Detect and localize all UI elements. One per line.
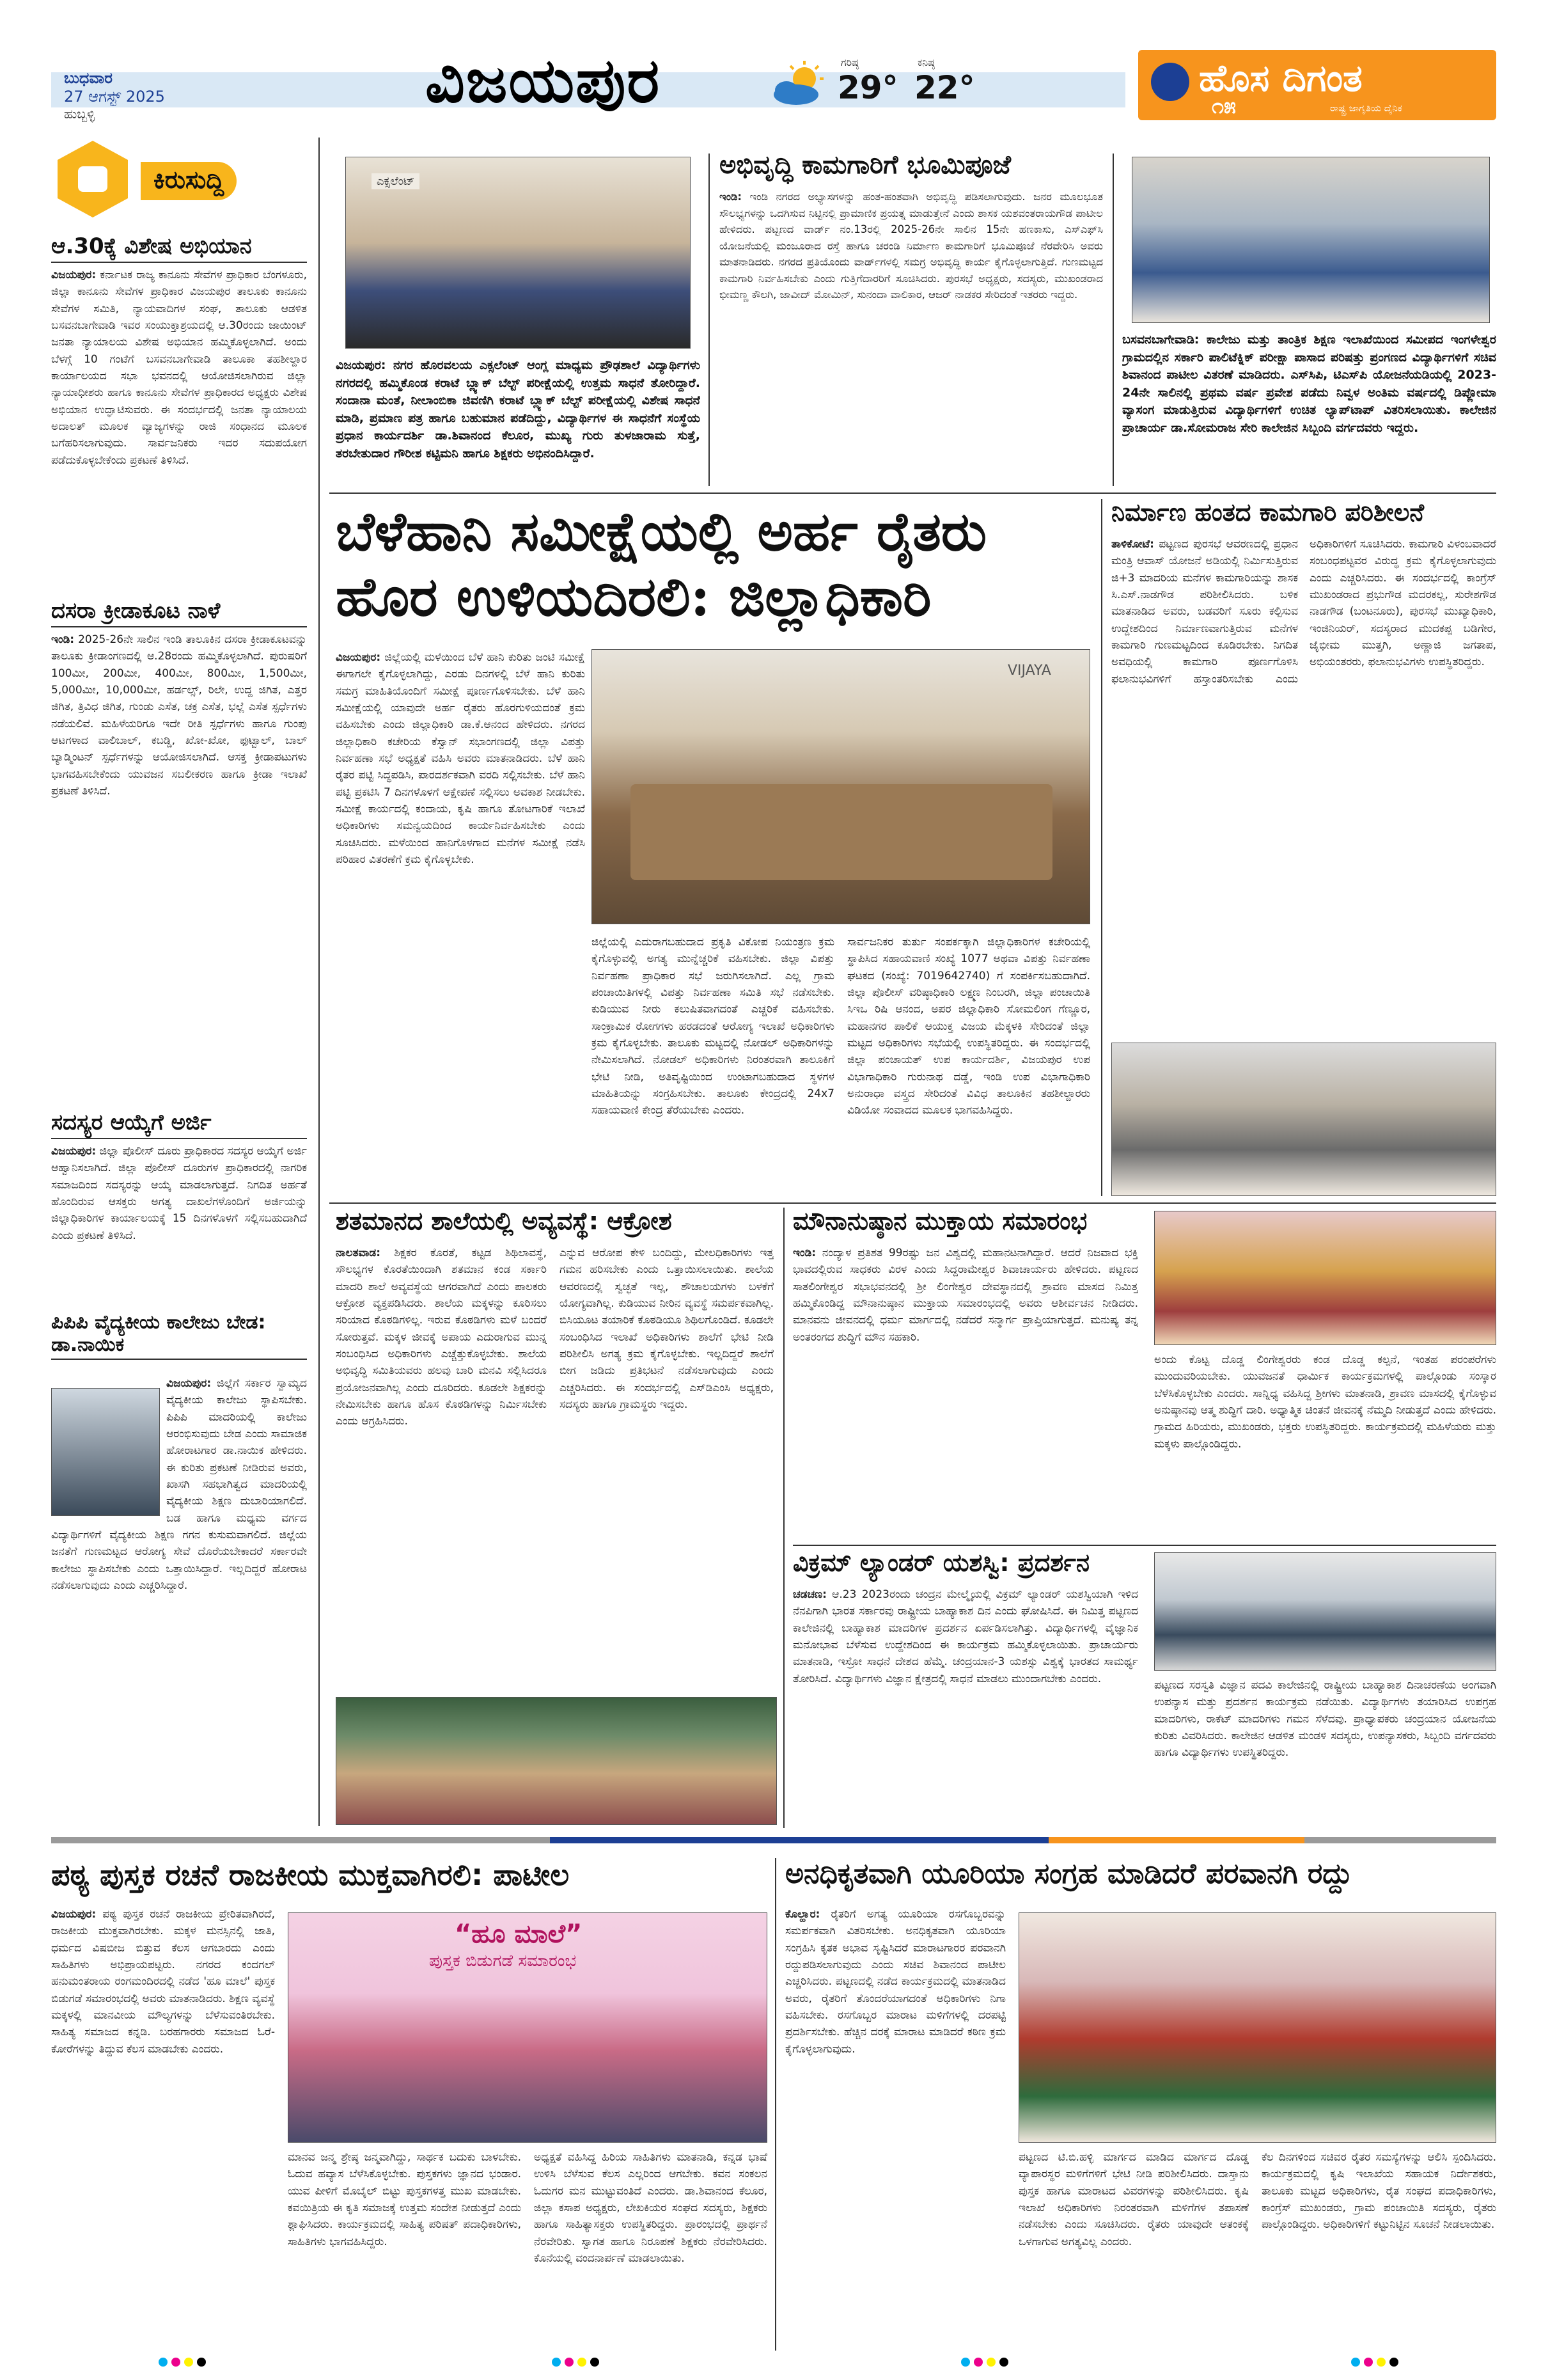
nirmana-photo	[1111, 1043, 1496, 1196]
kiru-item-3	[51, 1110, 307, 1302]
kiru-item-body	[51, 267, 307, 587]
edition-label: ಹುಬ್ಬಳ್ಳಿ	[64, 106, 95, 122]
dateline: ವಿಜಯಪುರ:	[51, 1145, 97, 1158]
book-release-photo	[288, 1912, 767, 2143]
kiru-item-title: ಸದಸ್ಯರ ಆಯ್ಕೆಗೆ ಅರ್ಜಿ	[51, 1110, 307, 1139]
paper-logo	[1138, 50, 1496, 120]
cmyk-dots	[1349, 2357, 1400, 2369]
min-temp-label: ಕನಿಷ್ಠ	[918, 56, 935, 68]
dateline: ನಾಲತವಾಡ:	[336, 1247, 381, 1259]
dateline: ಇಂಡಿ:	[719, 191, 742, 203]
laptop-caption: ಬಸವನಬಾಗೇವಾಡಿ: ಕಾಲೇಜು ಮತ್ತು ತಾಂತ್ರಿಕ ಶಿಕ್ಷಣ ಇಲಾಖೆಯಿಂದ ಸಮೀಪದ ಇಂಗಳೇಶ್ವರ ಗ್ರಾಮದಲ್ಲಿನ ಸರ್ಕಾರಿ ಪಾಲಿಟೆಕ್ನಿಕ್ ಪರೀಕ್ಷಾ ಪಾಸಾದ ಪರಿಷತ್ತು ಪ್ರಂಗಣದ ವಿದ್ಯಾರ್ಥಿಗಳಿಗೆ ಸಚಿವ ಶಿವಾನಂದ ಪಾಟೀಲ ವಿತರಣೆ ಮಾಡಿದರು. ಎಸ್‌ಸಿಪಿ, ಟಿಎಸ್‌ಪಿ ಯೋಜನೆಯಡಿಯಲ್ಲಿ 2023-24ನೇ ಸಾಲಿನಲ್ಲಿ ಪ್ರಥಮ ವರ್ಷ ಪ್ರವೇಶ ಪಡೆದು ನಿವ್ವಳ ಅಂತಿಮ ವರ್ಷದಲ್ಲಿ ಡಿಪ್ಲೋಮಾ ವ್ಯಾಸಂಗ ಮಾಡುತ್ತಿರುವ ವಿದ್ಯಾರ್ಥಿಗಳಿಗೆ ಉಚಿತ ಲ್ಯಾಪ್‌ಟಾಪ್ ವಿತರಿಸಲಾಯಿತು. ಕಾಲೇಜಿನ ಪ್ರಾಚಾರ್ಯ ಡಾ.ಸೋಮರಾಜ ಸೇರಿ ಕಾಲೇಜಿನ ಸಿಬ್ಬಂದಿ ವರ್ಗದವರು ಇದ್ದರು.	[1122, 333, 1496, 435]
masthead-date-block	[64, 69, 256, 122]
row-divider	[329, 1202, 1496, 1204]
karate-caption: ವಿಜಯಪುರ: ನಗರ ಹೊರವಲಯ ಎಕ್ಸಲೆಂಟ್ ಆಂಗ್ಲ ಮಾಧ್ಯಮ ಪ್ರೌಢಶಾಲೆ ವಿದ್ಯಾರ್ಥಿಗಳು ನಗರದಲ್ಲಿ ಹಮ್ಮಿಕೊಂಡ ಕರಾಟೆ ಬ್ಲ್ಯಾಕ್ ಬೆಲ್ಟ್ ಪರೀಕ್ಷೆಯಲ್ಲಿ ಉತ್ತಮ ಸಾಧನೆ ತೋರಿದ್ದಾರೆ. ಸಂದಾನಾ ಮಂತೆ, ನೀಲಾಂಬಿಕಾ ಜಿವಣಿಗಿ ಕರಾಟೆ ಬ್ಲ್ಯಾಕ್ ಬೆಲ್ಟ್ ಪರೀಕ್ಷೆಯಲ್ಲಿ ವಿಶೇಷ ಸಾಧನೆ ಮಾಡಿ, ಪ್ರಮಾಣ ಪತ್ರ ಹಾಗೂ ಬಹುಮಾನ ಪಡೆದಿದ್ದು, ವಿದ್ಯಾರ್ಥಿಗಳ ಈ ಸಾಧನೆಗೆ ಸಂಸ್ಥೆಯ ಪ್ರಧಾನ ಕಾರ್ಯದರ್ಶಿ ಡಾ.ಶಿವಾನಂದ ಕೆಲೂರ, ಮುಖ್ಯ ಗುರು ತುಳಜಾರಾಮ ಸುತ್ತೆ, ತರಬೇತುದಾರ ಗೌರೀಶ ಕಟ್ಟಿಮನಿ ಹಾಗೂ ಶಿಕ್ಷಕರು ಅಭಿನಂದಿಸಿದ್ದಾರೆ.	[336, 358, 700, 461]
body-text: ರೈತರಿಗೆ ಅಗತ್ಯ ಯೂರಿಯಾ ರಸಗೊಬ್ಬರವನ್ನು ಸಮರ್ಪಕವಾಗಿ ವಿತರಿಸಬೇಕು. ಅನಧಿಕೃತವಾಗಿ ಯೂರಿಯಾ ಸಂಗ್ರಹಿಸಿ ಕೃತಕ ಅಭಾವ ಸೃಷ್ಟಿಸಿದರೆ ಮಾರಾಟಗಾರರ ಪರವಾನಗಿ ರದ್ದುಪಡಿಸಲಾಗುವುದು ಎಂದು ಸಚಿವ ಶಿವಾನಂದ ಪಾಟೀಲ ಎಚ್ಚರಿಸಿದರು. ಪಟ್ಟಣದಲ್ಲಿ ನಡೆದ ಕಾರ್ಯಕ್ರಮದಲ್ಲಿ ಮಾತನಾಡಿದ ಅವರು, ರೈತರಿಗೆ ತೊಂದರೆಯಾಗದಂತೆ ಅಧಿಕಾರಿಗಳು ನಿಗಾ ವಹಿಸಬೇಕು. ರಸಗೊಬ್ಬರ ಮಾರಾಟ ಮಳಿಗೆಗಳಲ್ಲಿ ದರಪಟ್ಟಿ ಪ್ರದರ್ಶಿಸಬೇಕು. ಹೆಚ್ಚಿನ ದರಕ್ಕೆ ಮಾರಾಟ ಮಾಡಿದರೆ ಕಠಿಣ ಕ್ರಮ ಕೈಗೊಳ್ಳಲಾಗುವುದು.	[785, 1908, 1006, 2056]
lead-col-2	[591, 934, 834, 1196]
kirusuddi-header	[51, 138, 281, 224]
textbook-col-1	[51, 1906, 275, 2347]
classroom-photo	[336, 1697, 777, 1825]
dateline: ಇಂಡಿ:	[51, 633, 75, 646]
cmyk-dots	[959, 2357, 1010, 2369]
body-text: ಜಿಲ್ಲೆಗೆ ಸರ್ಕಾರ ಸ್ವಾಮ್ಯದ ವೈದ್ಯಕೀಯ ಕಾಲೇಜು ಸ್ಥಾಪಿಸಬೇಕು. ಪಿಪಿಪಿ ಮಾದರಿಯಲ್ಲಿ ಕಾಲೇಜು ಆರಂಭಿಸುವುದು ಬೇಡ ಎಂದು ಸಾಮಾಜಿಕ ಹೋರಾಟಗಾರ ಡಾ.ನಾಯಿಕ ಹೇಳಿದರು. ಈ ಕುರಿತು ಪ್ರಕಟಣೆ ನೀಡಿರುವ ಅವರು, ಖಾಸಗಿ ಸಹಭಾಗಿತ್ವದ ಮಾದರಿಯಲ್ಲಿ ವೈದ್ಯಕೀಯ ಶಿಕ್ಷಣ ದುಬಾರಿಯಾಗಲಿದೆ. ಬಡ ಹಾಗೂ ಮಧ್ಯಮ ವರ್ಗದ ವಿದ್ಯಾರ್ಥಿಗಳಿಗೆ ವೈದ್ಯಕೀಯ ಶಿಕ್ಷಣ ಗಗನ ಕುಸುಮವಾಗಲಿದೆ. ಜಿಲ್ಲೆಯ ಜನತೆಗೆ ಗುಣಮಟ್ಟದ ಆರೋಗ್ಯ ಸೇವೆ ದೊರೆಯಬೇಕಾದರೆ ಸರ್ಕಾರವೇ ಕಾಲೇಜು ಸ್ಥಾಪಿಸಬೇಕು ಎಂದು ಒತ್ತಾಯಿಸಿದ್ದಾರೆ. ಇಲ್ಲದಿದ್ದರೆ ಹೋರಾಟ ನಡೆಸಲಾಗುವುದು ಎಂದು ಎಚ್ಚರಿಸಿದ್ದಾರೆ.	[51, 1377, 307, 1593]
dateline: ಕೊಲ್ಹಾರ:	[785, 1908, 820, 1921]
urea-col-1	[785, 1906, 1006, 2347]
body-text: ಪಟ್ಟಣದ ಪುರಸಭೆ ಆವರಣದಲ್ಲಿ ಪ್ರಧಾನ ಮಂತ್ರಿ ಆವಾಸ್ ಯೋಜನೆ ಅಡಿಯಲ್ಲಿ ನಿರ್ಮಿಸುತ್ತಿರುವ ಜಿ+3 ಮಾದರಿಯ ಮನೆಗಳ ಕಾಮಗಾರಿಯನ್ನು ಶಾಸಕ ಸಿ.ಎಸ್.ನಾಡಗೌಡ ಪರಿಶೀಲಿಸಿದರು. ಬಳಿಕ ಮಾತನಾಡಿದ ಅವರು, ಬಡವರಿಗೆ ಸೂರು ಕಲ್ಪಿಸುವ ಉದ್ದೇಶದಿಂದ ನಿರ್ಮಾಣವಾಗುತ್ತಿರುವ ಮನೆಗಳ ಕಾಮಗಾರಿ ಗುಣಮಟ್ಟದಿಂದ ಕೂಡಿರಬೇಕು. ನಿಗದಿತ ಅವಧಿಯಲ್ಲಿ ಕಾಮಗಾರಿ ಪೂರ್ಣಗೊಳಿಸಿ ಫಲಾನುಭವಿಗಳಿಗೆ ಹಸ್ತಾಂತರಿಸಬೇಕು ಎಂದು ಅಧಿಕಾರಿಗಳಿಗೆ ಸೂಚಿಸಿದರು. ಕಾಮಗಾರಿ ವಿಳಂಬವಾದರೆ ಸಂಬಂಧಪಟ್ಟವರ ವಿರುದ್ಧ ಕ್ರಮ ಕೈಗೊಳ್ಳಲಾಗುವುದು ಎಂದು ಎಚ್ಚರಿಸಿದರು. ಈ ಸಂದರ್ಭದಲ್ಲಿ ಕಾಂಗ್ರೆಸ್ ಮುಖಂಡರಾದ ಪ್ರಭುಗೌಡ ಮದರಕಲ್ಲ, ಸುರೇಶಗೌಡ ನಾಡಗೌಡ (ಬಂಟನೂರು), ಪುರಸಭೆ ಮುಖ್ಯಾಧಿಕಾರಿ, ಇಂಜಿನಿಯರ್, ಸದಸ್ಯರಾದ ಮುದಕಪ್ಪ ಬಡಿಗೇರ, ಜೈಭೀಮ ಮುತ್ತಗಿ, ಅಣ್ಣಾಜಿ ಜಗತಾಪ, ಅಭಿಯಂತರರು, ಫಲಾನುಭವಿಗಳು ಉಪಸ್ಥಿತರಿದ್ದರು.	[1111, 538, 1496, 686]
column-divider	[775, 1858, 776, 2351]
body-text: ಅಂದು ಕೊಟ್ಟ ದೊಡ್ಡ ಲಿಂಗೇಶ್ವರರು ಕಂಡ ದೊಡ್ಡ ಕಲ್ಪನೆ, ಇಂತಹ ಪರಂಪರೆಗಳು ಮುಂದುವರಿಯಬೇಕು. ಯುವಜನತೆ ಧಾರ್ಮಿಕ ಕಾರ್ಯಕ್ರಮಗಳಲ್ಲಿ ಪಾಲ್ಗೊಂಡು ಸಂಸ್ಕಾರ ಬೆಳೆಸಿಕೊಳ್ಳಬೇಕು ಎಂದರು. ಸಾನ್ನಿಧ್ಯ ವಹಿಸಿದ್ದ ಶ್ರೀಗಳು ಮಾತನಾಡಿ, ಶ್ರಾವಣ ಮಾಸದಲ್ಲಿ ಕೈಗೊಳ್ಳುವ ಅನುಷ್ಠಾನವು ಆತ್ಮ ಶುದ್ಧಿಗೆ ದಾರಿ. ಅಧ್ಯಾತ್ಮಿಕ ಚಿಂತನೆ ಜೀವನಕ್ಕೆ ನೆಮ್ಮದಿ ನೀಡುತ್ತದೆ ಎಂದು ಹೇಳಿದರು. ಗ್ರಾಮದ ಹಿರಿಯರು, ಮುಖಂಡರು, ಭಕ್ತರು ಉಪಸ್ಥಿತರಿದ್ದರು. ಕಾರ್ಯಕ್ರಮದಲ್ಲಿ ಮಹಿಳೆಯರು ಮತ್ತು ಮಕ್ಕಳು ಪಾಲ್ಗೊಂಡಿದ್ದರು.	[1154, 1353, 1496, 1451]
mounanushthana-story	[793, 1208, 1496, 1540]
dateline: ವಿಜಯಪುರ:	[51, 269, 97, 281]
max-temp-label: ಗರಿಷ್ಠ	[841, 56, 859, 68]
vikram-photo	[1154, 1552, 1496, 1671]
kiru-item-1	[51, 233, 307, 592]
row-divider	[793, 1545, 1496, 1546]
story-headline: ಪಠ್ಯ ಪುಸ್ತಕ ರಚನೆ ರಾಜಕೀಯ ಮುಕ್ತವಾಗಿರಲಿ: ಪಾಟೀಲ	[51, 1857, 570, 1892]
body-text: 2025-26ನೇ ಸಾಲಿನ ಇಂಡಿ ತಾಲೂಕಿನ ದಸರಾ ಕ್ರೀಡಾಕೂಟವನ್ನು ತಾಲೂಕು ಕ್ರೀಡಾಂಗಣದಲ್ಲಿ ಆ.28ರಂದು ಹಮ್ಮಿಕೊಳ್ಳಲಾಗಿದೆ. ಪುರುಷರಿಗೆ 100ಮೀ, 200ಮೀ, 400ಮೀ, 800ಮೀ, 1,500ಮೀ, 5,000ಮೀ, 10,000ಮೀ, ಹರ್ಡಲ್ಸ್, ರಿಲೇ, ಉದ್ದ ಜಿಗಿತ, ಎತ್ತರ ಜಿಗಿತ, ತ್ರಿವಿಧ ಜಿಗಿತ, ಗುಂಡು ಎಸೆತ, ಚಕ್ರ ಎಸೆತ, ಭಲ್ಲೆ ಎಸೆತ ಸ್ಪರ್ಧೆಗಳು ನಡೆಯಲಿವೆ. ಮಹಿಳೆಯರಿಗೂ ಇದೇ ರೀತಿ ಸ್ಪರ್ಧೆಗಳು ಹಾಗೂ ಗುಂಪು ಆಟಗಳಾದ ವಾಲಿಬಾಲ್, ಕಬಡ್ಡಿ, ಖೋ-ಖೋ, ಫುಟ್ಬಾಲ್, ಬಾಲ್ ಬ್ಯಾಡ್ಮಿಂಟನ್ ಸ್ಪರ್ಧೆಗಳನ್ನು ಆಯೋಜಿಸಲಾಗಿದೆ. ಆಸಕ್ತ ಕ್ರೀಡಾಪಟುಗಳು ಭಾಗವಹಿಸಬೇಕೆಂದು ಯುವಜನ ಸಬಲೀಕರಣ ಹಾಗೂ ಕ್ರೀಡಾ ಇಲಾಖೆ ಪ್ರಕಟಣೆ ತಿಳಿಸಿದೆ.	[51, 633, 307, 798]
dateline: ವಿಜಯಪುರ:	[336, 651, 381, 664]
dateline: ಇಂಡಿ:	[793, 1247, 817, 1259]
cmyk-dots	[550, 2357, 601, 2369]
dateline: ತಾಳಿಕೋಟೆ:	[1111, 538, 1154, 551]
city-title: ವಿಜಯಪುರ	[425, 44, 661, 116]
paper-logo-emblem	[1151, 63, 1189, 101]
meeting-table	[630, 784, 1052, 880]
story-body	[719, 189, 1103, 486]
day-label: ಬುಧವಾರ	[64, 69, 113, 87]
vikram-col-2	[1154, 1677, 1496, 1829]
story-headline: ಶತಮಾನದ ಶಾಲೆಯಲ್ಲಿ ಅವ್ಯವಸ್ಥೆ: ಆಕ್ರೋಶ	[336, 1207, 672, 1235]
textbook-col-2	[288, 2149, 521, 2347]
mouna-col-2	[1154, 1352, 1496, 1539]
mouna-col-1	[793, 1245, 1138, 1539]
lead-col-1	[336, 649, 585, 1196]
kirusuddi-label: ಕಿರುಸುದ್ದಿ	[141, 162, 237, 200]
laptop-photo	[1132, 157, 1490, 323]
body-text: ಶಿಕ್ಷಕರ ಕೊರತೆ, ಕಟ್ಟಡ ಶಿಥಿಲಾವಸ್ಥೆ, ಸೌಲಭ್ಯಗಳ ಕೊರತೆಯಿಂದಾಗಿ ಶತಮಾನ ಕಂಡ ಸರ್ಕಾರಿ ಮಾದರಿ ಶಾಲೆ ಅವ್ಯವಸ್ಥೆಯ ಆಗರವಾಗಿದೆ ಎಂದು ಪಾಲಕರು ಆಕ್ರೋಶ ವ್ಯಕ್ತಪಡಿಸಿದರು. ಶಾಲೆಯ ಮಕ್ಕಳನ್ನು ಕೂರಿಸಲು ಸರಿಯಾದ ಕೊಠಡಿಗಳಿಲ್ಲ. ಇರುವ ಕೊಠಡಿಗಳು ಮಳೆ ಬಂದರೆ ಸೋರುತ್ತವೆ. ಮಕ್ಕಳ ಜೀವಕ್ಕೆ ಅಪಾಯ ಎದುರಾಗುವ ಮುನ್ನ ಸಂಬಂಧಿಸಿದ ಅಧಿಕಾರಿಗಳು ಎಚ್ಚೆತ್ತುಕೊಳ್ಳಬೇಕು. ಶಾಲೆಯ ಅಭಿವೃದ್ಧಿ ಸಮಿತಿಯವರು ಹಲವು ಬಾರಿ ಮನವಿ ಸಲ್ಲಿಸಿದರೂ ಪ್ರಯೋಜನವಾಗಿಲ್ಲ ಎಂದು ದೂರಿದರು. ಕೂಡಲೇ ಶಿಕ್ಷಕರನ್ನು ನೇಮಿಸಬೇಕು ಹಾಗೂ ಹೊಸ ಕೊಠಡಿಗಳನ್ನು ನಿರ್ಮಿಸಬೇಕು ಎಂದು ಆಗ್ರಹಿಸಿದರು.	[336, 1247, 547, 1428]
kiru-item-4	[51, 1311, 307, 1823]
lead-headline: ಬೆಳೆಹಾನಿ ಸಮೀಕ್ಷೆಯಲ್ಲಿ ಅರ್ಹ ರೈತರು ಹೊರ ಉಳಿಯದಿರಲಿ: ಜಿಲ್ಲಾಧಿಕಾರಿ	[336, 500, 987, 629]
row-divider	[329, 493, 1496, 494]
min-temp: 22°	[914, 69, 975, 106]
body-text: ಪಟ್ಟಣದ ಟಿ.ಬಿ.ಹಳ್ಳಿ ಮಾರ್ಗದ ಮಾಡಿದ ಮಾರ್ಗದ ದೊಡ್ಡ ವ್ಯಾಪಾರಸ್ಥರ ಮಳಿಗೆಗಳಿಗೆ ಭೇಟಿ ನೀಡಿ ಪರಿಶೀಲಿಸಿದರು. ದಾಸ್ತಾನು ಪುಸ್ತಕ ಹಾಗೂ ಮಾರಾಟದ ವಿವರಗಳನ್ನು ಪರಿಶೀಲಿಸಿದರು. ಕೃಷಿ ಇಲಾಖೆ ಅಧಿಕಾರಿಗಳು ನಿರಂತರವಾಗಿ ಮಳಿಗೆಗಳ ತಪಾಸಣೆ ನಡೆಸಬೇಕು ಎಂದು ಸೂಚಿಸಿದರು. ರೈತರು ಯಾವುದೇ ಆತಂಕಕ್ಕೆ ಒಳಗಾಗುವ ಅಗತ್ಯವಿಲ್ಲ ಎಂದರು.	[1019, 2151, 1249, 2248]
body-text: ಪಠ್ಯ ಪುಸ್ತಕ ರಚನೆ ರಾಜಕೀಯ ಪ್ರೇರಿತವಾಗಿರದೆ, ರಾಜಕೀಯ ಮುಕ್ತವಾಗಿರಬೇಕು. ಮಕ್ಕಳ ಮನಸ್ಸಿನಲ್ಲಿ ಜಾತಿ, ಧರ್ಮದ ವಿಷಬೀಜ ಬಿತ್ತುವ ಕೆಲಸ ಆಗಬಾರದು ಎಂದು ಸಾಹಿತಿಗಳು ಅಭಿಪ್ರಾಯಪಟ್ಟರು. ನಗರದ ಕಂದಗಲ್ ಹನುಮಂತರಾಯ ರಂಗಮಂದಿರದಲ್ಲಿ ನಡೆದ 'ಹೂ ಮಾಲೆ' ಪುಸ್ತಕ ಬಿಡುಗಡೆ ಸಮಾರಂಭದಲ್ಲಿ ಅವರು ಮಾತನಾಡಿದರು. ಶಿಕ್ಷಣ ವ್ಯವಸ್ಥೆ ಮಕ್ಕಳಲ್ಲಿ ಮಾನವೀಯ ಮೌಲ್ಯಗಳನ್ನು ಬೆಳೆಸುವಂತಿರಬೇಕು. ಸಾಹಿತ್ಯ ಸಮಾಜದ ಕನ್ನಡಿ. ಬರಹಗಾರರು ಸಮಾಜದ ಓರೆ-ಕೋರೆಗಳನ್ನು ತಿದ್ದುವ ಕೆಲಸ ಮಾಡಬೇಕು ಎಂದರು.	[51, 1908, 275, 2056]
separator-gray	[51, 1837, 550, 1843]
story-headline: ನಿರ್ಮಾಣ ಹಂತದ ಕಾಮಗಾರಿ ಪರಿಶೀಲನೆ	[1111, 498, 1425, 526]
body-text: ಜಿಲ್ಲಾ ಪೊಲೀಸ್ ದೂರು ಪ್ರಾಧಿಕಾರದ ಸದಸ್ಯರ ಆಯ್ಕೆಗೆ ಅರ್ಜಿ ಆಹ್ವಾನಿಸಲಾಗಿದೆ. ಜಿಲ್ಲಾ ಪೊಲೀಸ್ ದೂರುಗಳ ಪ್ರಾಧಿಕಾರದಲ್ಲಿ ನಾಗರಿಕ ಸಮಾಜದಿಂದ ಸದಸ್ಯರನ್ನು ಆಯ್ಕೆ ಮಾಡಲಾಗುತ್ತದೆ. ನಿಗದಿತ ಅರ್ಹತೆ ಹೊಂದಿರುವ ಆಸಕ್ತರು ಅಗತ್ಯ ದಾಖಲೆಗಳೊಂದಿಗೆ ಅರ್ಜಿಯನ್ನು ಜಿಲ್ಲಾಧಿಕಾರಿಗಳ ಕಾರ್ಯಾಲಯಕ್ಕೆ 15 ದಿನಗಳೊಳಗೆ ಸಲ್ಲಿಸಬಹುದಾಗಿದೆ ಎಂದು ಪ್ರಕಟಣೆ ತಿಳಿಸಿದೆ.	[51, 1145, 307, 1242]
body-text: ಕರ್ನಾಟಕ ರಾಜ್ಯ ಕಾನೂನು ಸೇವೆಗಳ ಪ್ರಾಧಿಕಾರ ಬೆಂಗಳೂರು, ಜಿಲ್ಲಾ ಕಾನೂನು ಸೇವೆಗಳ ಪ್ರಾಧಿಕಾರ ವಿಜಯಪುರ ತಾಲೂಕು ಕಾನೂನು ಸೇವೆಗಳ ಸಮಿತಿ, ನ್ಯಾಯವಾದಿಗಳ ಸಂಘ, ತಾಲೂಕು ಆಡಳಿತ ಬಸವನಬಾಗೇವಾಡಿ ಇವರ ಸಂಯುಕ್ತಾಶ್ರಯದಲ್ಲಿ ಆ.30ರಂದು ಜಾಯಿಂಟ್ ಜನತಾ ನ್ಯಾಯಾಲಯ ವಿಶೇಷ ಅಭಿಯಾನ ಹಮ್ಮಿಕೊಳ್ಳಲಾಗಿದೆ. ಅಂದು ಬೆಳಗ್ಗೆ 10 ಗಂಟೆಗೆ ಬಸವನಬಾಗೇವಾಡಿ ತಾಲೂಕಾ ತಹಶೀಲ್ದಾರ ಕಾರ್ಯಾಲಯದ ಸಭಾ ಭವನದಲ್ಲಿ ಆಯೋಜಿಸಲಾಗಿರುವ ಜಿಲ್ಲಾ ನ್ಯಾಯಾಧೀಶರು ಹಾಗೂ ಕಾನೂನು ಸೇವೆಗಳ ಪ್ರಾಧಿಕಾರದ ಅಧ್ಯಕ್ಷರು ವಿಶೇಷ ಅಭಿಯಾನ ಉದ್ಘಾಟಿಸುವರು. ಈ ಸಂದರ್ಭದಲ್ಲಿ ಜನತಾ ನ್ಯಾಯಾಲಯ ಅದಾಲತ್ ಮೂಲಕ ವ್ಯಾಜ್ಯಗಳನ್ನು ರಾಜಿ ಸಂಧಾನದ ಮೂಲಕ ಬಗೆಹರಿಸಲಾಗುವುದು. ಸಾರ್ವಜನಿಕರು ಇದರ ಸದುಪಯೋಗ ಪಡೆದುಕೊಳ್ಳಬೇಕೆಂದು ಪ್ರಕಟಣೆ ತಿಳಿಸಿದೆ.	[51, 269, 307, 467]
textbook-story	[51, 1858, 767, 2351]
page-number: ೧೫	[1212, 93, 1237, 119]
dateline: ಚಡಚಣ:	[793, 1588, 827, 1601]
urea-col-2	[1019, 2149, 1249, 2347]
body-text: ಇಂಡಿ ನಗರದ ಅಭ್ಯಾಸಗಳನ್ನು ಹಂತ-ಹಂತವಾಗಿ ಅಭಿವೃದ್ಧಿ ಪಡಿಸಲಾಗುವುದು. ಜನರ ಮೂಲಭೂತ ಸೌಲಭ್ಯಗಳನ್ನು ಒದಗಿಸುವ ನಿಟ್ಟಿನಲ್ಲಿ ಪ್ರಾಮಾಣಿಕ ಪ್ರಯತ್ನ ಮಾಡುತ್ತೇನೆ ಎಂದು ಶಾಸಕ ಯಶವಂತರಾಯಗೌಡ ಪಾಟೀಲ ಹೇಳಿದರು. ಪಟ್ಟಣದ ವಾರ್ಡ್ ನಂ.13ರಲ್ಲಿ 2025-26ನೇ ಸಾಲಿನ 15ನೇ ಹಣಕಾಸು, ಎಸ್‌ಎಫ್‌ಸಿ ಯೋಜನೆಯಲ್ಲಿ ಮಂಜೂರಾದ ರಸ್ತೆ ಹಾಗೂ ಚರಂಡಿ ನಿರ್ಮಾಣ ಕಾಮಗಾರಿಗೆ ಭೂಮಿಪೂಜೆ ನೆರವೇರಿಸಿ ಅವರು ಮಾತನಾಡಿದರು. ನಗರದ ಪ್ರತಿಯೊಂದು ವಾರ್ಡ್‌ಗಳಲ್ಲಿ ಸಮಗ್ರ ಅಭಿವೃದ್ಧಿ ಕಾರ್ಯ ಕೈಗೊಳ್ಳಲಾಗುತ್ತಿದೆ. ಗುಣಮಟ್ಟದ ಕಾಮಗಾರಿ ನಿರ್ವಹಿಸಬೇಕು ಎಂದು ಗುತ್ತಿಗೆದಾರರಿಗೆ ಸೂಚಿಸಿದರು. ಪುರಸಭೆ ಅಧ್ಯಕ್ಷರು, ಸದಸ್ಯರು, ಮುಖಂಡರಾದ ಭೀಮಣ್ಣ ಕೌಲಗಿ, ಜಾವೀದ್ ಮೋಮಿನ್, ಸುನಂದಾ ವಾಲಿಕಾರ, ಆಜರ್ ನಾಡಕರ ಸೇರಿದಂತೆ ಇತರರು ಇದ್ದರು.	[719, 191, 1103, 301]
story-body	[1111, 536, 1496, 1035]
mouna-photo	[1154, 1211, 1496, 1345]
shatamana-col-1	[336, 1245, 547, 1689]
registration-marks	[0, 2357, 1541, 2376]
body-text: ಪಟ್ಟಣದ ಸರಸ್ವತಿ ವಿಜ್ಞಾನ ಪದವಿ ಕಾಲೇಜಿನಲ್ಲಿ ರಾಷ್ಟ್ರೀಯ ಬಾಹ್ಯಾಕಾಶ ದಿನಾಚರಣೆಯ ಅಂಗವಾಗಿ ಉಪನ್ಯಾಸ ಮತ್ತು ಪ್ರದರ್ಶನ ಕಾರ್ಯಕ್ರಮ ನಡೆಯಿತು. ವಿದ್ಯಾರ್ಥಿಗಳು ತಯಾರಿಸಿದ ಉಪಗ್ರಹ ಮಾದರಿಗಳು, ರಾಕೆಟ್ ಮಾದರಿಗಳು ಗಮನ ಸೆಳೆದವು. ಪ್ರಾಧ್ಯಾಪಕರು ಚಂದ್ರಯಾನ ಯೋಜನೆಯ ಕುರಿತು ವಿವರಿಸಿದರು. ಕಾಲೇಜಿನ ಆಡಳಿತ ಮಂಡಳಿ ಸದಸ್ಯರು, ಉಪನ್ಯಾಸಕರು, ಸಿಬ್ಬಂದಿ ವರ್ಗದವರು ಹಾಗೂ ವಿದ್ಯಾರ್ಥಿಗಳು ಉಪಸ್ಥಿತರಿದ್ದರು.	[1154, 1679, 1496, 1760]
weather-block	[767, 56, 1074, 114]
meeting-photo	[591, 649, 1090, 924]
karate-photo	[345, 157, 691, 349]
karate-banner: ಎಕ್ಸಲೆಂಟ್	[372, 173, 419, 189]
lead-story	[329, 499, 1093, 1199]
separator-orange	[1049, 1837, 1304, 1843]
column-divider	[1101, 499, 1102, 1196]
story-headline: ಅನಧಿಕೃತವಾಗಿ ಯೂರಿಯಾ ಸಂಗ್ರಹ ಮಾಡಿದರೆ ಪರವಾನಗಿ ರದ್ದು	[785, 1857, 1352, 1890]
separator-gray-2	[1304, 1837, 1496, 1843]
body-text: ಜಿಲ್ಲೆಯಲ್ಲಿ ಮಳೆಯಿಂದ ಬೆಳೆ ಹಾನಿ ಕುರಿತು ಜಂಟಿ ಸಮೀಕ್ಷೆ ಈಗಾಗಲೇ ಕೈಗೊಳ್ಳಲಾಗಿದ್ದು, ಎರಡು ದಿನಗಳಲ್ಲಿ ಬೆಳೆ ಹಾನಿ ಕುರಿತು ಸಮಗ್ರ ಮಾಹಿತಿಯೊಂದಿಗೆ ಸಮೀಕ್ಷೆ ಪೂರ್ಣಗೊಳಿಸಬೇಕು. ಬೆಳೆ ಹಾನಿ ಸಮೀಕ್ಷೆಯಲ್ಲಿ ಯಾವುದೇ ಅರ್ಹ ರೈತರು ಹೊರಗುಳಿಯದಂತೆ ಕ್ರಮ ವಹಿಸಬೇಕು ಎಂದು ಜಿಲ್ಲಾಧಿಕಾರಿ ಡಾ.ಕೆ.ಆನಂದ ಹೇಳಿದರು. ನಗರದ ಜಿಲ್ಲಾಧಿಕಾರಿ ಕಚೇರಿಯ ಕೆಸ್ವಾನ್ ಸಭಾಂಗಣದಲ್ಲಿ ಜಿಲ್ಲಾ ವಿಪತ್ತು ನಿರ್ವಹಣಾ ಸಭೆ ಅಧ್ಯಕ್ಷತೆ ವಹಿಸಿ ಅವರು ಮಾತನಾಡಿದರು. ಬೆಳೆ ಹಾನಿ ರೈತರ ಪಟ್ಟಿ ಸಿದ್ಧಪಡಿಸಿ, ಪಾರದರ್ಶಕವಾಗಿ ವರದಿ ಸಲ್ಲಿಸಬೇಕು. ಬೆಳೆ ಹಾನಿ ಪಟ್ಟಿ ಪ್ರಕಟಿಸಿ 7 ದಿನಗಳೊಳಗೆ ಆಕ್ಷೇಪಣೆ ಸಲ್ಲಿಸಲು ಅವಕಾಶ ನೀಡಬೇಕು. ಸಮೀಕ್ಷೆ ಕಾರ್ಯದಲ್ಲಿ ಕಂದಾಯ, ಕೃಷಿ ಹಾಗೂ ತೋಟಗಾರಿಕೆ ಇಲಾಖೆ ಅಧಿಕಾರಿಗಳು ಸಮನ್ವಯದಿಂದ ಕಾರ್ಯನಿರ್ವಹಿಸಬೇಕು ಎಂದು ಸೂಚಿಸಿದರು. ಮಳೆಯಿಂದ ಹಾನಿಗೊಳಗಾದ ಮನೆಗಳ ಸಮೀಕ್ಷೆ ನಡೆಸಿ ಪರಿಹಾರ ವಿತರಣೆಗೆ ಕ್ರಮ ಕೈಗೊಳ್ಳಬೇಕು.	[336, 651, 585, 867]
kiru-item-body	[51, 1375, 307, 1817]
cmyk-dots	[157, 2357, 208, 2369]
kiru-item-body	[51, 631, 307, 1098]
nirmana-story	[1111, 499, 1496, 1199]
separator-blue	[550, 1837, 1049, 1843]
karate-story	[336, 154, 700, 486]
body-text: ಮಾನವ ಜನ್ಮ ಶ್ರೇಷ್ಠ ಜನ್ಮವಾಗಿದ್ದು, ಸಾರ್ಥಕ ಬದುಕು ಬಾಳಬೇಕು. ಓದುವ ಹವ್ಯಾಸ ಬೆಳೆಸಿಕೊಳ್ಳಬೇಕು. ಪುಸ್ತಕಗಳು ಜ್ಞಾನದ ಭಂಡಾರ. ಯುವ ಪೀಳಿಗೆ ಮೊಬೈಲ್ ಬಿಟ್ಟು ಪುಸ್ತಕಗಳತ್ತ ಮುಖ ಮಾಡಬೇಕು. ಕವಯಿತ್ರಿಯ ಈ ಕೃತಿ ಸಮಾಜಕ್ಕೆ ಉತ್ತಮ ಸಂದೇಶ ನೀಡುತ್ತದೆ ಎಂದು ಶ್ಲಾಘಿಸಿದರು. ಕಾರ್ಯಕ್ರಮದಲ್ಲಿ ಸಾಹಿತ್ಯ ಪರಿಷತ್ ಪದಾಧಿಕಾರಿಗಳು, ಸಾಹಿತಿಗಳು ಭಾಗವಹಿಸಿದ್ದರು.	[288, 2151, 521, 2248]
dateline: ವಿಜಯಪುರ:	[166, 1377, 212, 1390]
vijaya-sign: VIJAYA	[1008, 663, 1051, 679]
body-text: ಎನ್ನುವ ಆರೋಪ ಕೇಳಿ ಬಂದಿದ್ದು, ಮೇಲಧಿಕಾರಿಗಳು ಇತ್ತ ಗಮನ ಹರಿಸಬೇಕು ಎಂದು ಒತ್ತಾಯಿಸಲಾಯಿತು. ಶಾಲೆಯ ಆವರಣದಲ್ಲಿ ಸ್ವಚ್ಛತೆ ಇಲ್ಲ, ಶೌಚಾಲಯಗಳು ಬಳಕೆಗೆ ಯೋಗ್ಯವಾಗಿಲ್ಲ. ಕುಡಿಯುವ ನೀರಿನ ವ್ಯವಸ್ಥೆ ಸಮರ್ಪಕವಾಗಿಲ್ಲ. ಬಿಸಿಯೂಟ ತಯಾರಿಕೆ ಕೊಠಡಿಯೂ ಶಿಥಿಲಗೊಂಡಿದೆ. ಕೂಡಲೇ ಸಂಬಂಧಿಸಿದ ಇಲಾಖೆ ಅಧಿಕಾರಿಗಳು ಶಾಲೆಗೆ ಭೇಟಿ ನೀಡಿ ಪರಿಶೀಲಿಸಿ ಅಗತ್ಯ ಕ್ರಮ ಕೈಗೊಳ್ಳಬೇಕು. ಇಲ್ಲದಿದ್ದರೆ ಶಾಲೆಗೆ ಬೀಗ ಜಡಿದು ಪ್ರತಿಭಟನೆ ನಡೆಸಲಾಗುವುದು ಎಂದು ಎಚ್ಚರಿಸಿದರು. ಈ ಸಂದರ್ಭದಲ್ಲಿ ಎಸ್‌ಡಿಎಂಸಿ ಅಧ್ಯಕ್ಷರು, ಸದಸ್ಯರು ಹಾಗೂ ಗ್ರಾಮಸ್ಥರು ಇದ್ದರು.	[559, 1247, 774, 1412]
story-headline: ವಿಕ್ರಮ್ ಲ್ಯಾಂಡರ್ ಯಶಸ್ವಿ: ಪ್ರದರ್ಶನ	[793, 1549, 1090, 1577]
column-divider	[708, 154, 710, 486]
body-text: ಆ.23 2023ರಂದು ಚಂದ್ರನ ಮೇಲ್ಮೈಯಲ್ಲಿ ವಿಕ್ರಮ್ ಲ್ಯಾಂಡರ್ ಯಶಸ್ವಿಯಾಗಿ ಇಳಿದ ನೆನಪಿಗಾಗಿ ಭಾರತ ಸರ್ಕಾರವು ರಾಷ್ಟ್ರೀಯ ಬಾಹ್ಯಾಕಾಶ ದಿನ ಎಂದು ಘೋಷಿಸಿದೆ. ಈ ನಿಮಿತ್ತ ಪಟ್ಟಣದ ಕಾಲೇಜಿನಲ್ಲಿ ಬಾಹ್ಯಾಕಾಶ ಮಾದರಿಗಳ ಪ್ರದರ್ಶನ ಏರ್ಪಡಿಸಲಾಗಿತ್ತು. ವಿದ್ಯಾರ್ಥಿಗಳಲ್ಲಿ ವೈಜ್ಞಾನಿಕ ಮನೋಭಾವ ಬೆಳೆಸುವ ಉದ್ದೇಶದಿಂದ ಈ ಕಾರ್ಯಕ್ರಮ ಹಮ್ಮಿಕೊಳ್ಳಲಾಯಿತು. ಪ್ರಾಚಾರ್ಯರು ಮಾತನಾಡಿ, ಇಸ್ರೋ ಸಾಧನೆ ದೇಶದ ಹೆಮ್ಮೆ. ಚಂದ್ರಯಾನ-3 ಯಶಸ್ಸು ವಿಶ್ವಕ್ಕೆ ಭಾರತದ ಸಾಮರ್ಥ್ಯ ತೋರಿಸಿದೆ. ವಿದ್ಯಾರ್ಥಿಗಳು ವಿಜ್ಞಾನ ಕ್ಷೇತ್ರದಲ್ಲಿ ಸಾಧನೆ ಮಾಡಲು ಮುಂದಾಗಬೇಕು ಎಂದರು.	[793, 1588, 1138, 1685]
max-temp: 29°	[838, 69, 898, 106]
kiru-item-title: ಆ.30ಕ್ಕೆ ವಿಶೇಷ ಅಭಿಯಾನ	[51, 233, 307, 263]
photo-spacer	[51, 1375, 166, 1519]
book-release-banner: “ಹೂ ಮಾಲೆ”	[455, 1919, 583, 1949]
vikram-col-1	[793, 1586, 1138, 1829]
body-text: ಜಿಲ್ಲೆಯಲ್ಲಿ ಎದುರಾಗಬಹುದಾದ ಪ್ರಕೃತಿ ವಿಕೋಪ ನಿಯಂತ್ರಣ ಕ್ರಮ ಕೈಗೊಳ್ಳುವಲ್ಲಿ ಅಗತ್ಯ ಮುನ್ನೆಚ್ಚರಿಕೆ ವಹಿಸಬೇಕು. ಜಿಲ್ಲಾ ವಿಪತ್ತು ನಿರ್ವಹಣಾ ಪ್ರಾಧಿಕಾರ ಸಭೆ ಜರುಗಿಸಲಾಗಿದೆ. ಎಲ್ಲ ಗ್ರಾಮ ಪಂಚಾಯಿತಿಗಳಲ್ಲಿ ವಿಪತ್ತು ನಿರ್ವಹಣಾ ಸಮಿತಿ ಸಭೆ ನಡೆಸಬೇಕು. ಕುಡಿಯುವ ನೀರು ಕಲುಷಿತವಾಗದಂತೆ ಎಚ್ಚರಿಕೆ ವಹಿಸಬೇಕು. ಸಾಂಕ್ರಾಮಿಕ ರೋಗಗಳು ಹರಡದಂತೆ ಆರೋಗ್ಯ ಇಲಾಖೆ ಅಧಿಕಾರಿಗಳು ಕ್ರಮ ಕೈಗೊಳ್ಳಬೇಕು. ತಾಲೂಕು ಮಟ್ಟದಲ್ಲಿ ನೋಡಲ್ ಅಧಿಕಾರಿಗಳನ್ನು ನೇಮಿಸಲಾಗಿದೆ. ನೋಡಲ್ ಅಧಿಕಾರಿಗಳು ನಿರಂತರವಾಗಿ ತಾಲೂಕಿಗೆ ಭೇಟಿ ನೀಡಿ, ಅತಿವೃಷ್ಟಿಯಿಂದ ಉಂಟಾಗಬಹುದಾದ ಸ್ಥಳಗಳ ಮಾಹಿತಿಯನ್ನು ಸಂಗ್ರಹಿಸಬೇಕು. ತಾಲೂಕು ಕೇಂದ್ರದಲ್ಲಿ 24x7 ಸಹಾಯವಾಣಿ ಕೇಂದ್ರ ತೆರೆಯಬೇಕು ಎಂದರು.	[591, 936, 834, 1117]
body-text: ನಂದ್ಯಾಳ ಪ್ರತಿಶತ 99ರಷ್ಟು ಜನ ವಿಶ್ವದಲ್ಲಿ ಮಹಾನಟನಾಗಿದ್ದಾರೆ. ಆದರೆ ನಿಜವಾದ ಭಕ್ತಿ ಭಾವದಲ್ಲಿರುವ ಸಾಧಕರು ವಿರಳ ಎಂದು ಸಿದ್ದರಾಮೇಶ್ವರ ಶಿವಾಚಾರ್ಯರು ಹೇಳಿದರು. ಪಟ್ಟಣದ ಸಾತಲಿಂಗೇಶ್ವರ ಸಭಾಭವನದಲ್ಲಿ ಶ್ರೀ ಲಿಂಗೇಶ್ವರ ದೇವಸ್ಥಾನದಲ್ಲಿ ಶ್ರಾವಣ ಮಾಸದ ನಿಮಿತ್ತ ಹಮ್ಮಿಕೊಂಡಿದ್ದ ಮೌನಾನುಷ್ಠಾನ ಮುಕ್ತಾಯ ಸಮಾರಂಭದಲ್ಲಿ ಅವರು ಆಶೀರ್ವಚನ ನೀಡಿದರು. ಮಾನವನು ಜೀವನದಲ್ಲಿ ಧರ್ಮ ಮಾರ್ಗದಲ್ಲಿ ನಡೆದರೆ ಸನ್ಮಾರ್ಗ ಪ್ರಾಪ್ತಿಯಾಗುತ್ತದೆ. ಮನುಷ್ಯ ತನ್ನ ಅಂತರಂಗದ ಶುದ್ಧಿಗೆ ಮೌನ ಸಹಕಾರಿ.	[793, 1247, 1138, 1344]
book-release-banner-sub: ಪುಸ್ತಕ ಬಿಡುಗಡೆ ಸಮಾರಂಭ	[429, 1951, 577, 1971]
lead-col-3	[847, 934, 1090, 1196]
separator-bar	[51, 1837, 1496, 1845]
vikram-story	[793, 1549, 1496, 1831]
urea-story	[785, 1858, 1496, 2351]
kiru-item-title: ಪಿಪಿಪಿ ವೈದ್ಯಕೀಯ ಕಾಲೇಜು ಬೇಡ: ಡಾ.ನಾಯಿಕ	[51, 1311, 307, 1360]
paper-name: ಹೊಸ ದಿಗಂತ	[1199, 56, 1363, 100]
laptop-story	[1122, 154, 1496, 486]
column-divider	[318, 138, 320, 1826]
urea-col-3	[1262, 2149, 1496, 2347]
body-text: ಕೆಲ ದಿನಗಳಿಂದ ಸಚಿವರ ರೈತರ ಸಮಸ್ಯೆಗಳನ್ನು ಆಲಿಸಿ ಸ್ಪಂದಿಸಿದರು. ಕಾರ್ಯಕ್ರಮದಲ್ಲಿ ಕೃಷಿ ಇಲಾಖೆಯ ಸಹಾಯಕ ನಿರ್ದೇಶಕರು, ತಾಲೂಕು ಮಟ್ಟದ ಅಧಿಕಾರಿಗಳು, ರೈತ ಸಂಘದ ಪದಾಧಿಕಾರಿಗಳು, ಕಾಂಗ್ರೆಸ್ ಮುಖಂಡರು, ಗ್ರಾಮ ಪಂಚಾಯಿತಿ ಸದಸ್ಯರು, ರೈತರು ಪಾಲ್ಗೊಂಡಿದ್ದರು. ಅಧಿಕಾರಿಗಳಿಗೆ ಕಟ್ಟುನಿಟ್ಟಿನ ಸೂಚನೆ ನೀಡಲಾಯಿತು.	[1262, 2151, 1496, 2232]
column-divider	[783, 1208, 785, 1828]
kiru-item-body	[51, 1143, 307, 1300]
shatamana-col-2	[559, 1245, 774, 1689]
shatamana-story	[336, 1208, 777, 1828]
body-text: ಅಧ್ಯಕ್ಷತೆ ವಹಿಸಿದ್ದ ಹಿರಿಯ ಸಾಹಿತಿಗಳು ಮಾತನಾಡಿ, ಕನ್ನಡ ಭಾಷೆ ಉಳಿಸಿ ಬೆಳೆಸುವ ಕೆಲಸ ಎಲ್ಲರಿಂದ ಆಗಬೇಕು. ಕವನ ಸಂಕಲನ ಓದುಗರ ಮನ ಮುಟ್ಟುವಂತಿದೆ ಎಂದರು. ಡಾ.ಶಿವಾನಂದ ಕೆಲೂರ, ಜಿಲ್ಲಾ ಕಸಾಪ ಅಧ್ಯಕ್ಷರು, ಲೇಖಕಿಯರ ಸಂಘದ ಸದಸ್ಯರು, ಶಿಕ್ಷಕರು ಹಾಗೂ ಸಾಹಿತ್ಯಾಸಕ್ತರು ಉಪಸ್ಥಿತರಿದ್ದರು. ಪ್ರಾರಂಭದಲ್ಲಿ ಪ್ರಾರ್ಥನೆ ನೆರವೇರಿತು. ಸ್ವಾಗತ ಹಾಗೂ ನಿರೂಪಣೆ ಶಿಕ್ಷಕರು ನೆರವೇರಿಸಿದರು. ಕೊನೆಯಲ್ಲಿ ವಂದನಾರ್ಪಣೆ ಮಾಡಲಾಯಿತು.	[534, 2151, 767, 2266]
story-headline: ಮೌನಾನುಷ್ಠಾನ ಮುಕ್ತಾಯ ಸಮಾರಂಭ	[793, 1207, 1088, 1235]
bhoomipooje-story	[719, 150, 1103, 489]
kirusuddi-column	[51, 138, 307, 1832]
date-label: 27 ಆಗಸ್ಟ್ 2025	[64, 87, 165, 106]
hand-icon	[51, 138, 134, 221]
masthead	[51, 44, 1496, 122]
story-headline: ಅಭಿವೃದ್ಧಿ ಕಾಮಗಾರಿಗೆ ಭೂಮಿಪೂಜೆ	[719, 150, 1012, 180]
column-divider	[1113, 154, 1114, 486]
urea-photo	[1019, 1912, 1496, 2143]
kiru-item-title: ದಸರಾ ಕ್ರೀಡಾಕೂಟ ನಾಳೆ	[51, 598, 307, 627]
textbook-col-3	[534, 2149, 767, 2347]
kiru-item-2	[51, 598, 307, 1103]
body-text: ಸಾರ್ವಜನಿಕರ ತುರ್ತು ಸಂಪರ್ಕಕ್ಕಾಗಿ ಜಿಲ್ಲಾಧಿಕಾರಿಗಳ ಕಚೇರಿಯಲ್ಲಿ ಸ್ಥಾಪಿಸಿದ ಸಹಾಯವಾಣಿ ಸಂಖ್ಯೆ 1077 ಅಥವಾ ವಿಪತ್ತು ನಿರ್ವಹಣಾ ಘಟಕದ (ಸಂಖ್ಯೆ: 7019642740) ಗೆ ಸಂಪರ್ಕಿಸಬಹುದಾಗಿದೆ. ಜಿಲ್ಲಾ ಪೊಲೀಸ್ ವರಿಷ್ಠಾಧಿಕಾರಿ ಲಕ್ಷ್ಮಣ ನಿಂಬರಗಿ, ಜಿಲ್ಲಾ ಪಂಚಾಯಿತಿ ಸಿಇಒ ರಿಷಿ ಆನಂದ, ಅಪರ ಜಿಲ್ಲಾಧಿಕಾರಿ ಸೋಮಲಿಂಗ ಗೆಣ್ಣೂರ, ಮಹಾನಗರ ಪಾಲಿಕೆ ಆಯುಕ್ತ ವಿಜಯ ಮೆಕ್ಕಳಕಿ ಸೇರಿದಂತೆ ಜಿಲ್ಲಾ ಮಟ್ಟದ ಅಧಿಕಾರಿಗಳು ಸಭೆಯಲ್ಲಿ ಉಪಸ್ಥಿತರಿದ್ದರು. ಈ ಸಂದರ್ಭದಲ್ಲಿ ಜಿಲ್ಲಾ ಪಂಚಾಯತ್ ಉಪ ಕಾರ್ಯದರ್ಶಿ, ವಿಜಯಪುರ ಉಪ ವಿಭಾಗಾಧಿಕಾರಿ ಗುರುನಾಥ ದಡ್ಡೆ, ಇಂಡಿ ಉಪ ವಿಭಾಗಾಧಿಕಾರಿ ಅನುರಾಧಾ ವಸ್ತ್ರದ ಸೇರಿದಂತೆ ವಿವಿಧ ತಾಲೂಕಿನ ತಹಶೀಲ್ದಾರರು ವಿಡಿಯೋ ಸಂವಾದದ ಮೂಲಕ ಭಾಗವಹಿಸಿದ್ದರು.	[847, 936, 1090, 1117]
paper-tagline: ರಾಷ್ಟ್ರ ಜಾಗೃತಿಯ ದೈನಿಕ	[1330, 102, 1402, 114]
dateline: ವಿಜಯಪುರ:	[51, 1908, 97, 1921]
weather-icon	[767, 59, 831, 111]
